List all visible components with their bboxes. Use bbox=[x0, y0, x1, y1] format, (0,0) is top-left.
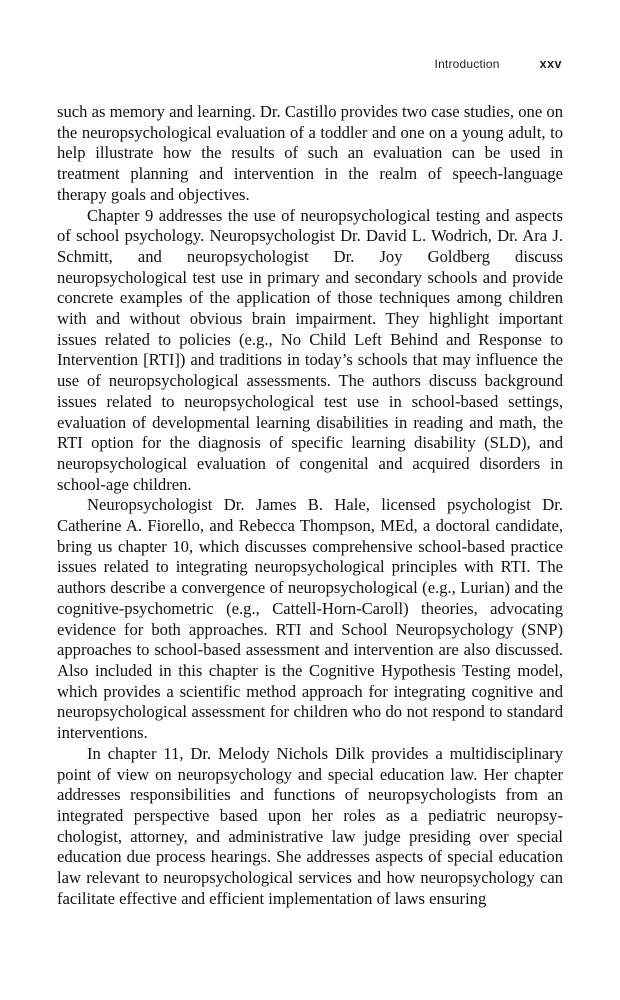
running-head bbox=[435, 57, 562, 71]
running-head-section-title: Introduction bbox=[434, 57, 500, 71]
page-number: xxv bbox=[539, 57, 562, 71]
paragraph-chapter-10: Neuropsychologist Dr. James B. Hale, licensed psychologist Dr. Catherine A. Fiorello, and Rebecca Thompson, MEd, a doctoral candidate, bring us chapter 10, which discusses comprehensive school-based practice issues related to integrating neuropsychological principles with RTI. The authors describe a convergence of neuropsychological (e.g., Lurian) and the cognitive-psychometric (e.g., Cattell-Horn-Caroll) theories, advocating evidence for both approaches. RTI and School Neuropsychology (SNP) approaches to school-based assessment and intervention are also discussed. Also included in this chapter is the Cognitive Hypothesis Testing model, which provides a scientific method approach for integrating cognitive and neuropsychological assessment for children who do not respond to standard interventions. bbox=[57, 495, 563, 743]
paragraph-chapter-9: Chapter 9 addresses the use of neuropsychological testing and aspects of school psychology. Neuropsychologist Dr. David L. Wodrich, Dr. Ara J. Schmitt, and neuropsychologist Dr. Joy Goldberg discuss neuropsychological test use in primary and secondary schools and provide concrete examples of the application of those techniques among children with and without obvious brain impairment. They highlight important issues related to policies (e.g., No Child Left Behind and Response to Intervention [RTI]) and traditions in today’s schools that may influence the use of neuropsychological assessments. The authors discuss background issues related to neuropsychological test use in school-based settings, evaluation of developmental learning disabilities in reading and math, the RTI option for the diagnosis of specific learning disability (SLD), and neuropsychological evaluation of congenital and acquired disorders in school-age children. bbox=[57, 205, 563, 494]
paragraph-continued: such as memory and learning. Dr. Castillo provides two case studies, one on the neuropsychological evaluation of a toddler and one on a young adult, to help illustrate how the results of such an evaluation can be used in treatment planning and intervention in the realm of speech-language therapy goals and objectives. bbox=[57, 102, 563, 204]
paragraph-chapter-11: In chapter 11, Dr. Melody Nichols Dilk provides a multidisciplinary point of view on neuropsychology and special education law. Her chapter addresses responsibilities and functions of neuropsychologists from an integrated perspective based upon her roles as a pediatric neuropsychologist, attorney, and administrative law judge presiding over special education due process hearings. She addresses aspects of special education law relevant to neuropsychological services and how neuropsychology can facilitate effective and efficient implementation of laws ensuring bbox=[57, 743, 563, 908]
body-text bbox=[57, 102, 563, 909]
